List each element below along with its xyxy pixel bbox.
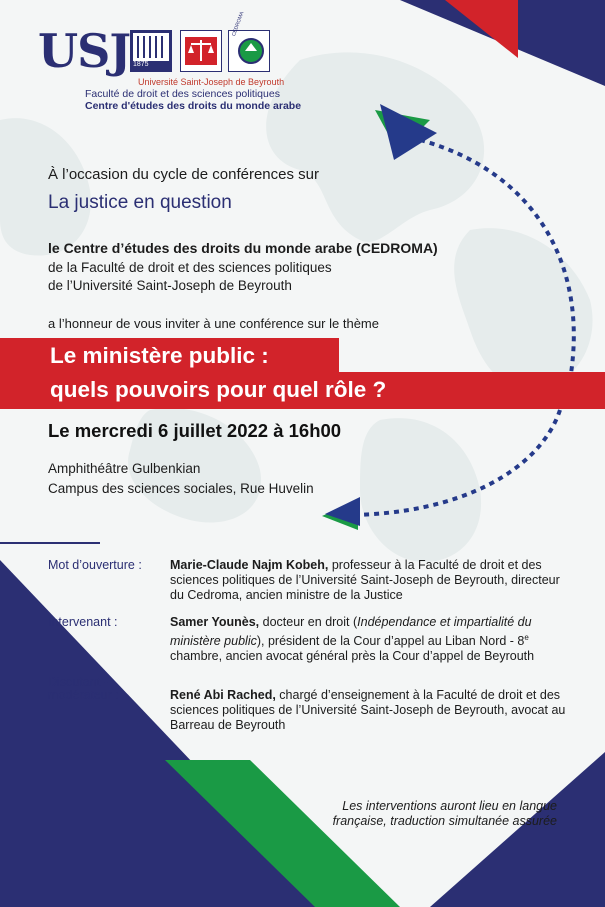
role-discussant-line-2: modérateur : — [48, 688, 119, 702]
faculty-scales-logo-icon — [180, 30, 222, 72]
logo-centre-name: Centre d'études des droits du monde arabe — [85, 100, 302, 112]
logo-university-name: Université Saint-Joseph de Beyrouth — [138, 77, 285, 87]
role-opening: Mot d’ouverture : — [48, 558, 142, 572]
corner-navy-bottom-right — [430, 752, 605, 907]
venue-hall: Amphithéâtre Gulbenkian — [48, 461, 201, 476]
invitation-text: a l’honneur de vous inviter à une conférence sur le thème — [48, 316, 379, 331]
speaker-details: chargé d’enseignement à la Faculté de droit et des sciences politiques de l’Université Saint-Joseph de Beyrouth, avocat au Barreau de Beyrouth — [170, 688, 566, 732]
event-date: Le mercredi 6 juillet 2022 à 16h00 — [48, 420, 342, 441]
ordinal-superscript: e — [524, 633, 529, 642]
logo-faculty-name: Faculté de droit et des sciences politiques — [85, 88, 280, 100]
corner-red-top — [445, 0, 518, 58]
cedroma-logo-icon — [228, 10, 270, 72]
conference-title-line-1: Le ministère public : — [0, 338, 339, 374]
speaker-name: Marie-Claude Najm Kobeh, — [170, 558, 329, 572]
speaker-details: chambre, ancien avocat général près la Cour d’appel de Beyrouth — [170, 649, 535, 664]
language-note-line-1: Les interventions auront lieu en langue — [342, 799, 557, 813]
section-divider — [0, 542, 100, 544]
speaker-name: René Abi Rached, — [170, 688, 276, 702]
speaker-details: ), président de la Cour d’appel au Liban Nord - 8 — [256, 634, 525, 649]
venue-campus: Campus des sciences sociales, Rue Huvelin — [48, 481, 314, 496]
speaker-discussant — [170, 688, 570, 733]
cycle-title: La justice en question — [48, 192, 232, 213]
language-note — [237, 799, 557, 829]
usj-logo-text: USJ — [38, 24, 131, 78]
speaker-details: professeur à la Faculté de droit et des sciences politiques de l’Université Saint-Joseph de Beyrouth, directeur du Cedroma, ancien ministre de la Justice — [170, 558, 560, 602]
speaker-main — [170, 615, 570, 664]
university-line: de l’Université Saint-Joseph de Beyrouth — [48, 278, 292, 293]
conference-title-line-2: quels pouvoirs pour quel rôle ? — [0, 372, 605, 409]
language-note-line-2: française, traduction simultanée assurée — [332, 814, 557, 828]
faculty-line: de la Faculté de droit et des sciences politiques — [48, 260, 332, 275]
role-discussant-line-1: Discutant - — [48, 675, 108, 689]
speaker-name: Samer Younès, — [170, 615, 260, 629]
speaker-details: docteur en droit ( — [259, 615, 358, 629]
cedroma-badge-text: CEDROMA — [231, 10, 246, 38]
usj-emblem-icon — [130, 30, 172, 72]
occasion-text: À l’occasion du cycle de conférences sur — [48, 166, 319, 183]
centre-name: le Centre d’études des droits du monde arabe (CEDROMA) — [48, 240, 438, 256]
logo-year: 1875 — [133, 61, 149, 68]
role-speaker: Intervenant : — [48, 615, 118, 629]
thesis-title: Indépendance et impartialité du ministère public — [170, 615, 532, 649]
speaker-opening — [170, 558, 570, 603]
